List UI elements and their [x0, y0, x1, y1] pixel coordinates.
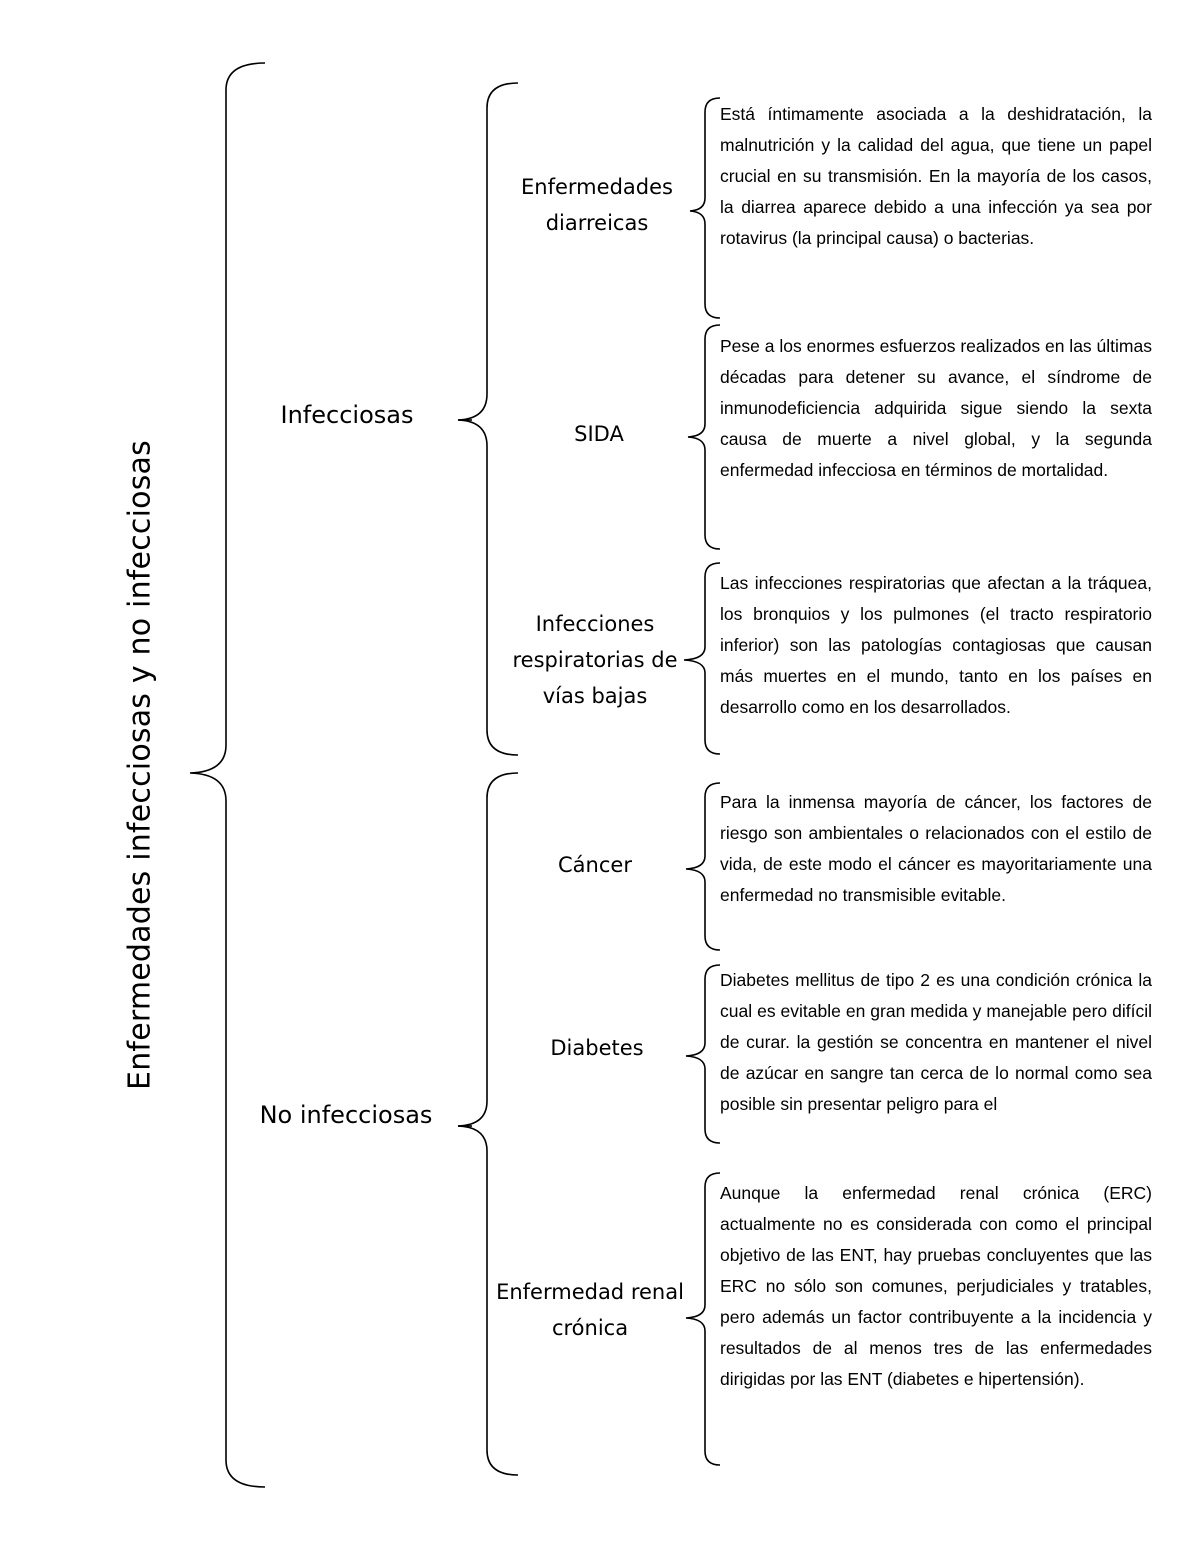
- description-cancer: Para la inmensa mayoría de cáncer, los factores de riesgo son ambientales o relacionados con el estilo de vida, de este modo el cáncer es mayoritariamente una enfermedad no transmisible evitable.: [720, 792, 1152, 905]
- root-brace: [190, 63, 265, 1487]
- item-label-enfermedad-renal: Enfermedad renal crónica: [496, 1280, 684, 1340]
- description-sida: Pese a los enormes esfuerzos realizados en las últimas décadas para detener su avance, el síndrome de inmunodeficiencia adquirida sigue siendo la sexta causa de muerte a nivel global, y la segunda enfermedad infecciosa en términos de mortalidad.: [720, 336, 1152, 480]
- item-label-infecciones-respiratorias: Infecciones respiratorias de vías bajas: [512, 612, 678, 708]
- item-label-sida: SIDA: [574, 422, 624, 446]
- item-label-cancer: Cáncer: [558, 853, 632, 877]
- description-enfermedades-diarreicas: Está íntimamente asociada a la deshidratación, la malnutrición y la calidad del agua, que tiene un papel crucial en su transmisión. En la mayoría de los casos, la diarrea aparece debido a una infección ya sea por rotavirus (la principal causa) o bacterias.: [720, 104, 1152, 248]
- group-label-no-infecciosas: No infecciosas: [259, 1101, 433, 1129]
- description-diabetes: Diabetes mellitus de tipo 2 es una condición crónica la cual es evitable en gran medida y manejable pero difícil de curar. la gestión se concentra en mantener el nivel de azúcar en sangre tan cerca de lo normal como sea posible sin presentar peligro para el: [720, 970, 1152, 1114]
- item-brace-renal: [686, 1173, 720, 1465]
- root-title-text: Enfermedades infecciosas y no infecciosas: [122, 440, 158, 1090]
- description-enfermedad-renal: Aunque la enfermedad renal crónica (ERC) actualmente no es considerada con como el principal objetivo de las ENT, hay pruebas concluyentes que las ERC no sólo son comunes, perjudiciales y tratables, pero además un factor contribuyente a la incidencia y resultados de al menos tres de las enfermedades dirigidas por las ENT (diabetes e hipertensión).: [720, 1183, 1152, 1389]
- description-infecciones-respiratorias: Las infecciones respiratorias que afectan a la tráquea, los bronquios y los pulmones (el tracto respiratorio inferior) son las patologías contagiosas que causan más muertes en el mundo, tanto en los países en desarrollo como en los desarrollados.: [720, 573, 1152, 717]
- item-label-enfermedades-diarreicas: Enfermedades diarreicas: [521, 175, 673, 235]
- item-label-diabetes: Diabetes: [550, 1036, 644, 1060]
- group-label-infecciosas: Infecciosas: [280, 401, 414, 429]
